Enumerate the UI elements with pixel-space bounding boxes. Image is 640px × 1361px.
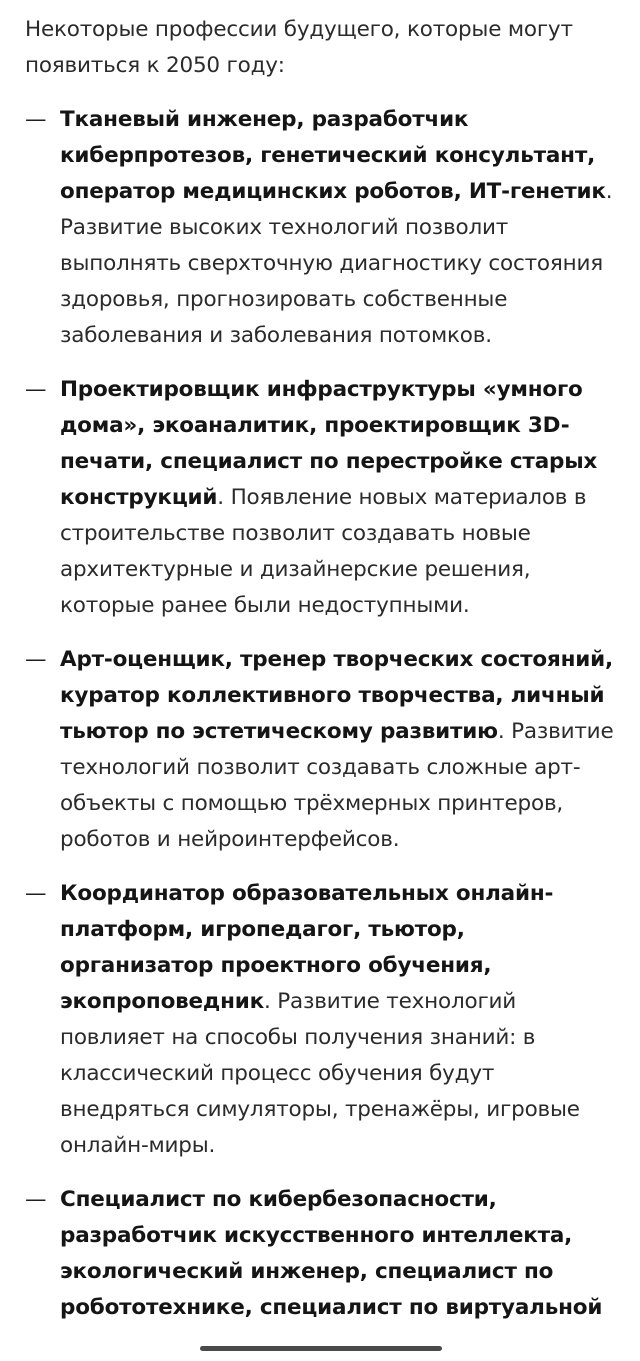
item-text: . Появление новых материалов в строительстве позволит создавать новые архитектурные и дизайнерские решения, которые ранее были недоступными. [60,485,587,618]
list-dash: — [25,881,47,906]
intro-paragraph: Некоторые профессии будущего, которые могут появиться к 2050 году: [25,17,573,78]
item-title: Тканевый инженер, разработчик киберпротезов, генетический консультант, оператор медицинских роботов, ИТ-генетик [60,107,606,204]
list-item [25,372,620,624]
article-body [25,12,620,1344]
list-dash: — [25,377,47,402]
list-item [25,102,620,354]
item-text: . Развитие технологий повлияет на способы получения знаний: в классический процесс обучения будут внедряться симуляторы, тренажёры, игровые онлайн-миры. [60,989,580,1158]
item-title: Проектировщик инфраструктуры «умного дома», экоаналитик, проектировщик 3D-печати, специалист по перестройке старых конструкций [60,377,598,510]
scroll-indicator[interactable] [200,1346,442,1351]
list-dash: — [25,1187,47,1212]
list-item [25,642,620,858]
list-item [25,876,620,1164]
list-item [25,1182,620,1326]
item-title: Арт-оценщик, тренер творческих состояний, куратор коллективного творчества, личный тьютор по эстетическому развитию [60,647,613,744]
item-title: Специалист по кибербезопасности, разработчик искусственного интеллекта, экологический инженер, специалист по робототехнике, специалист по виртуальной [60,1187,603,1320]
item-title: Координатор образовательных онлайн-платформ, игропедагог, тьютор, организатор проектного обучения, экопроповедник [60,881,554,1014]
item-text: . Развитие технологий позволит создавать сложные арт-объекты с помощью трёхмерных принтеров, роботов и нейроинтерфейсов. [60,719,614,852]
list-dash: — [25,107,47,132]
item-text: . Развитие высоких технологий позволит выполнять сверхточную диагностику состояния здоровья, прогнозировать собственные заболевания и заболевания потомков. [60,179,613,348]
list-dash: — [25,647,47,672]
